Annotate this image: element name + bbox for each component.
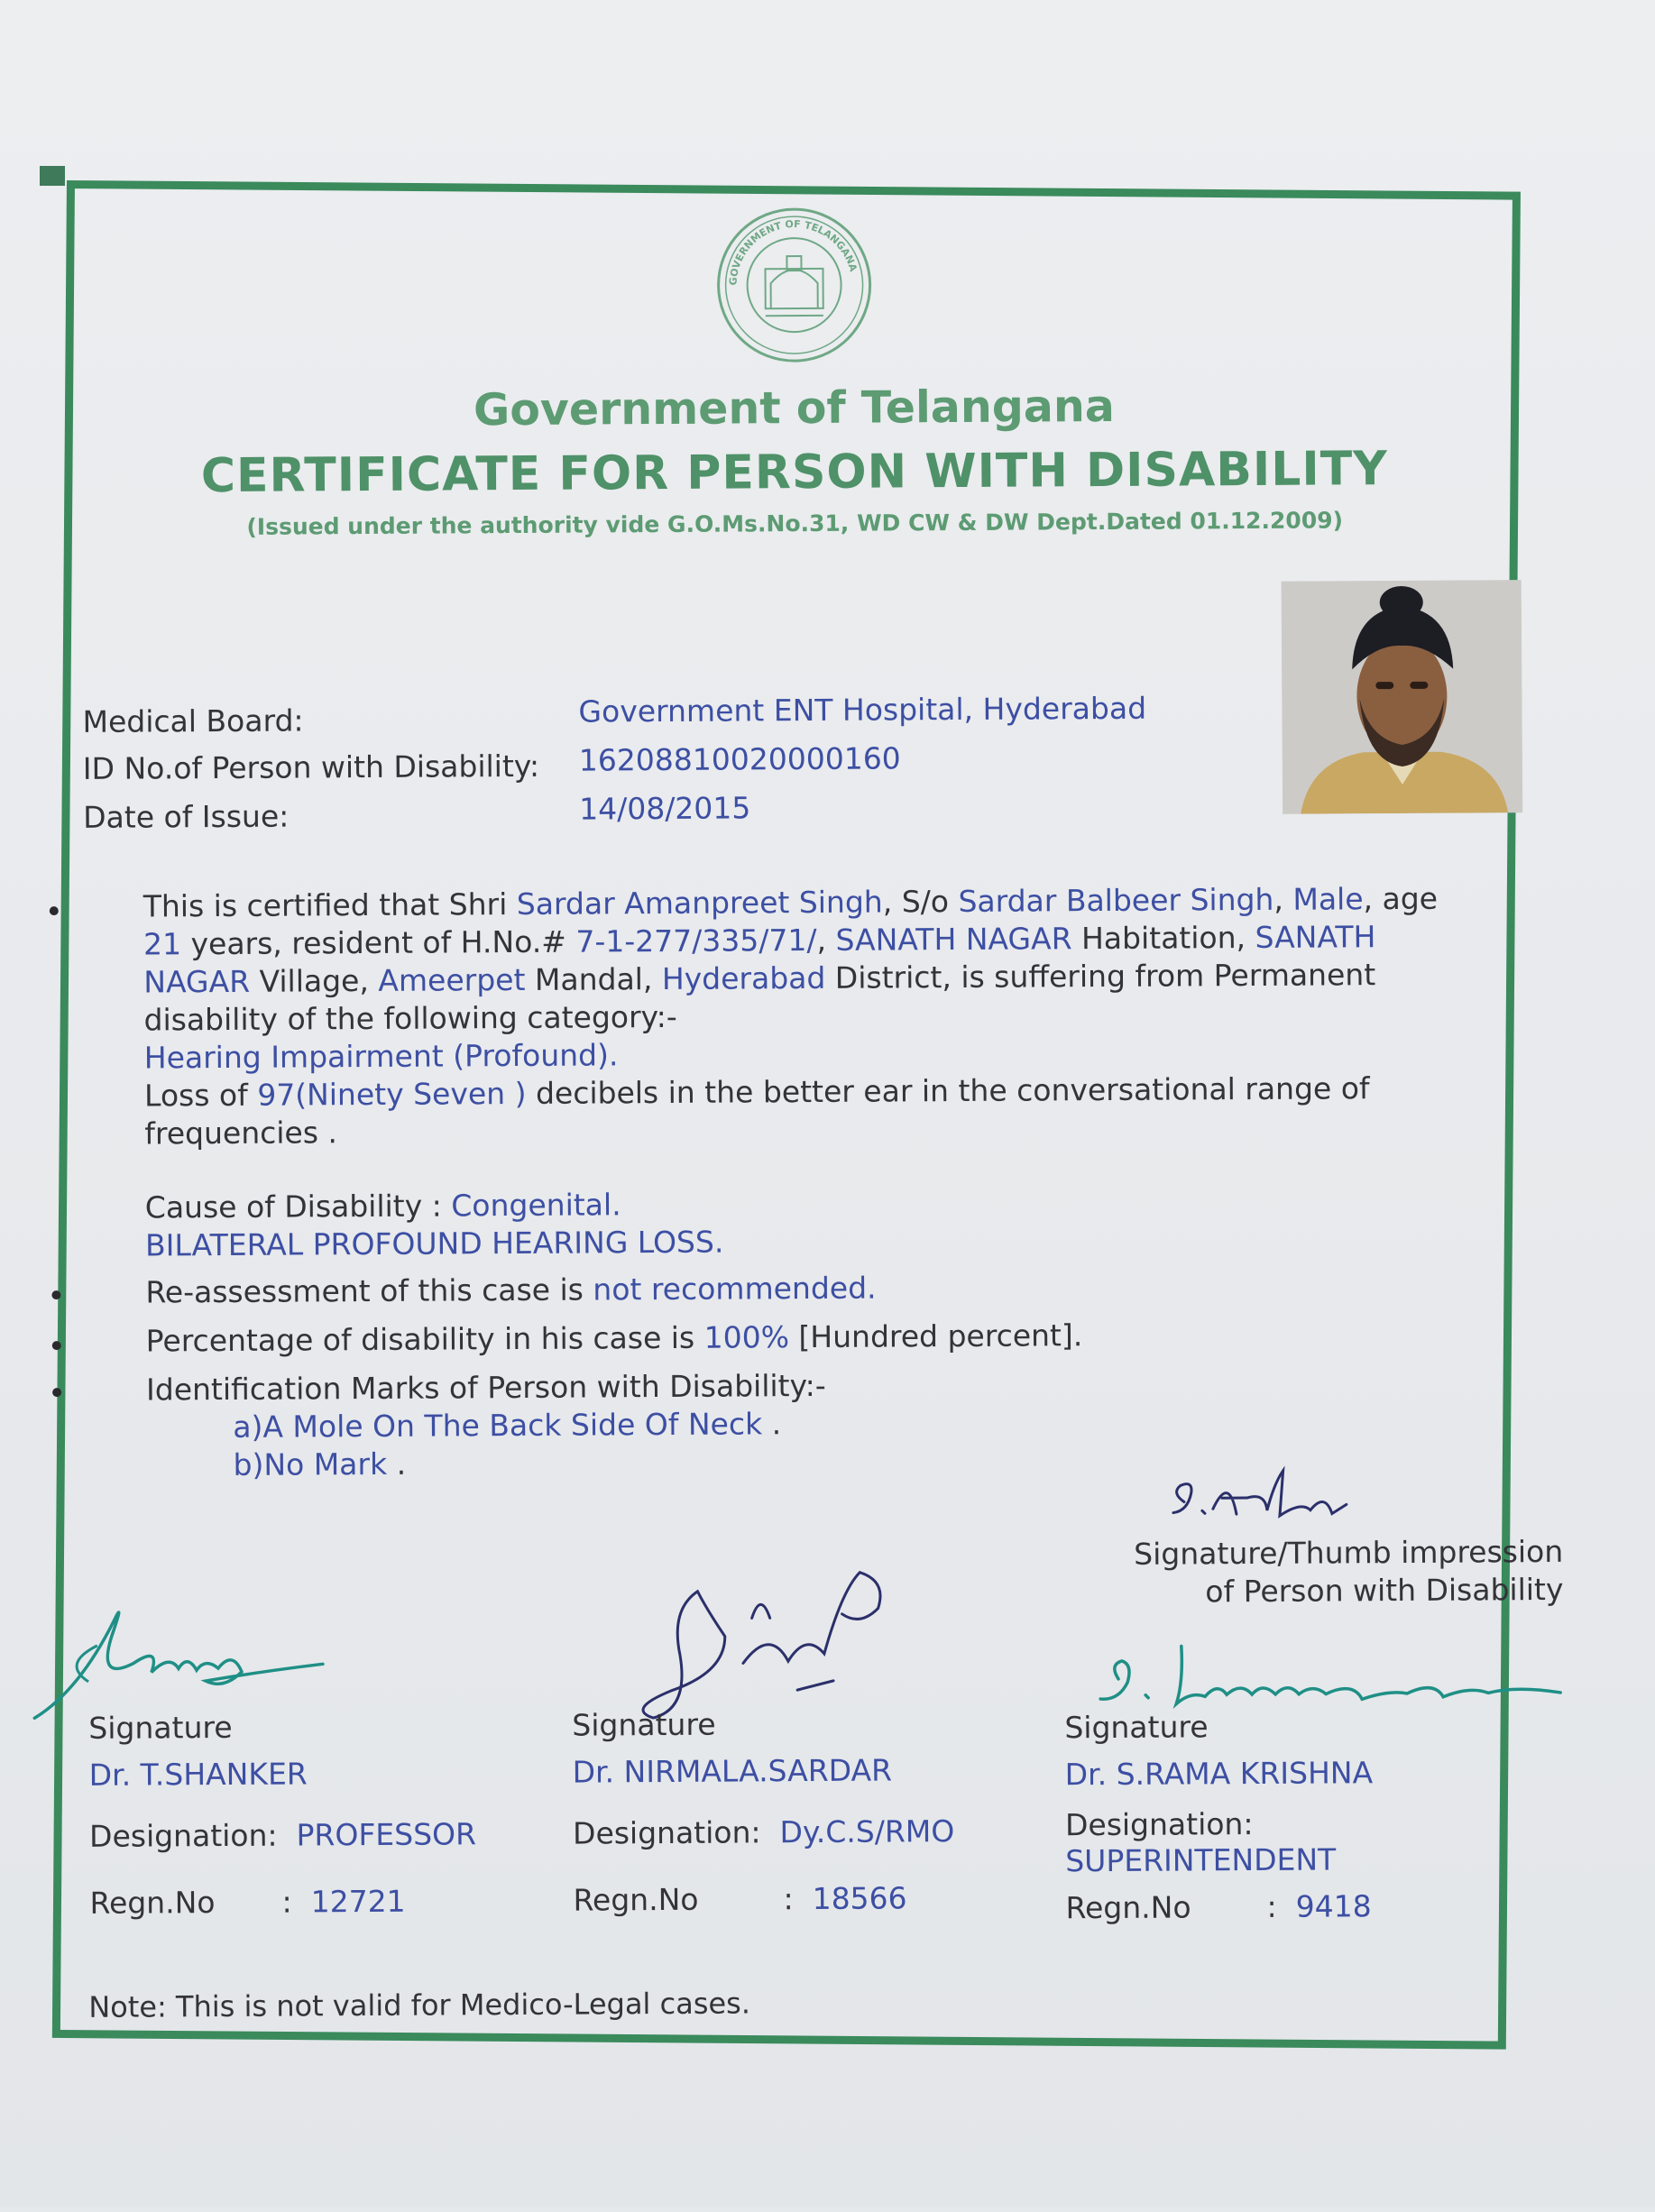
para-line-4: disability of the following category:- bbox=[143, 993, 1478, 1039]
doctor-3-designation: SUPERINTENDENT bbox=[1065, 1841, 1374, 1879]
person-name: Sardar Amanpreet Singh bbox=[517, 885, 883, 922]
gender: Male bbox=[1292, 881, 1363, 916]
diagnosis: BILATERAL PROFOUND HEARING LOSS. bbox=[145, 1218, 1480, 1264]
reassessment-line: Re-assessment of this case is not recommended. bbox=[145, 1265, 1480, 1311]
doctor-3-regn: 9418 bbox=[1296, 1888, 1372, 1924]
para-line-1: This is certified that Shri Sardar Amanpreet Singh, S/o Sardar Balbeer Singh, Male, age bbox=[143, 879, 1478, 925]
doctor-2-signature-label: Signature bbox=[572, 1705, 953, 1744]
bullet-dot bbox=[50, 906, 59, 915]
para-line-frequencies: frequencies . bbox=[144, 1106, 1479, 1152]
reassessment-value: not recommended. bbox=[593, 1271, 876, 1308]
village-part-2: NAGAR bbox=[143, 964, 250, 1000]
doctor-3-regn-line: Regn.No : 9418 bbox=[1065, 1888, 1374, 1926]
para-line-loss: Loss of 97(Ninety Seven ) decibels in the better ear in the conversational range of bbox=[144, 1069, 1479, 1115]
doctor-1-name: Dr. T.SHANKER bbox=[89, 1755, 476, 1794]
father-name: Sardar Balbeer Singh bbox=[958, 882, 1273, 919]
habitation: SANATH NAGAR bbox=[835, 921, 1071, 958]
medical-board-value: Government ENT Hospital, Hyderabad bbox=[578, 691, 1146, 730]
district: Hyderabad bbox=[662, 960, 826, 996]
doctor-2-regn: 18566 bbox=[813, 1880, 907, 1916]
bullet-dot bbox=[52, 1341, 61, 1350]
doctor-3-name: Dr. S.RAMA KRISHNA bbox=[1065, 1755, 1374, 1793]
age: 21 bbox=[143, 926, 181, 961]
bullet-dot bbox=[51, 1290, 60, 1299]
para-line-2: 21 years, resident of H.No.# 7-1-277/335/71/, SANATH NAGAR Habitation, SANATH bbox=[143, 917, 1478, 963]
medical-board-label: Medical Board: bbox=[82, 702, 303, 739]
identification-mark-a: a)A Mole On The Back Side Of Neck . bbox=[233, 1400, 1568, 1446]
doctor-1-designation-line: Designation: PROFESSOR bbox=[89, 1816, 476, 1855]
doctor-2-designation: Dy.C.S/RMO bbox=[779, 1813, 954, 1849]
para-line-3: NAGAR Village, Ameerpet Mandal, Hyderabad District, is suffering from Permanent bbox=[143, 955, 1478, 1001]
doctor-2-regn-line: Regn.No : 18566 bbox=[573, 1880, 954, 1919]
village-part-1: SANATH bbox=[1255, 919, 1375, 955]
percentage-value: 100% bbox=[704, 1319, 790, 1355]
date-of-issue-value: 14/08/2015 bbox=[579, 790, 750, 826]
footer-note: Note: This is not valid for Medico-Legal cases. bbox=[88, 1986, 750, 2024]
government-title: Government of Telangana bbox=[0, 378, 1593, 439]
doctor-1-handwritten-signature bbox=[24, 1581, 350, 1727]
doctor-1-regn: 12721 bbox=[311, 1884, 406, 1920]
doctor-3-block bbox=[1064, 1708, 1374, 1926]
emblem-ring-text: GOVERNMENT OF TELANGANA bbox=[727, 218, 860, 286]
cause-line: Cause of Disability : Congenital. bbox=[145, 1180, 1480, 1226]
cause-section bbox=[145, 1180, 1480, 1264]
doctor-1-signature-label: Signature bbox=[88, 1708, 475, 1747]
house-number: 7-1-277/335/71/ bbox=[575, 922, 816, 959]
person-photo bbox=[1282, 580, 1523, 814]
hearing-loss-value: 97(Ninety Seven ) bbox=[257, 1076, 526, 1113]
doctor-2-name: Dr. NIRMALA.SARDAR bbox=[573, 1752, 954, 1791]
cause-value: Congenital. bbox=[451, 1187, 621, 1223]
person-signature-handwritten bbox=[1166, 1464, 1437, 1538]
certification-paragraph bbox=[143, 879, 1480, 1152]
doctor-1-designation: PROFESSOR bbox=[296, 1816, 476, 1852]
identification-marks-label: Identification Marks of Person with Disability:- bbox=[146, 1363, 1481, 1409]
telangana-emblem-seal bbox=[714, 206, 874, 365]
id-number-value: 16208810020000160 bbox=[579, 740, 901, 777]
issuing-authority: (Issued under the authority vide G.O.Ms.No.31, WD CW & DW Dept.Dated 01.12.2009) bbox=[0, 506, 1593, 542]
id-number-label: ID No.of Person with Disability: bbox=[83, 748, 539, 786]
doctor-2-designation-line: Designation: Dy.C.S/RMO bbox=[573, 1813, 954, 1852]
certificate-title: CERTIFICATE FOR PERSON WITH DISABILITY bbox=[0, 441, 1593, 505]
disability-category: Hearing Impairment (Profound). bbox=[144, 1031, 1479, 1077]
percentage-line: Percentage of disability in his case is 100% [Hundred percent]. bbox=[146, 1314, 1481, 1360]
bullet-dot bbox=[52, 1388, 61, 1397]
person-signature-line-1: Signature/Thumb impression bbox=[1090, 1534, 1563, 1572]
doctor-3-signature-label: Signature bbox=[1064, 1708, 1373, 1746]
person-signature-line-2: of Person with Disability bbox=[1090, 1572, 1563, 1610]
doctor-3-designation-label: Designation: bbox=[1065, 1805, 1374, 1843]
mandal: Ameerpet bbox=[378, 962, 525, 998]
doctor-1-block bbox=[88, 1708, 476, 1922]
doctor-2-block bbox=[572, 1705, 955, 1919]
identification-mark-b: b)No Mark . bbox=[233, 1438, 1568, 1484]
date-of-issue-label: Date of Issue: bbox=[83, 799, 289, 835]
doctor-1-regn-line: Regn.No : 12721 bbox=[89, 1883, 476, 1922]
